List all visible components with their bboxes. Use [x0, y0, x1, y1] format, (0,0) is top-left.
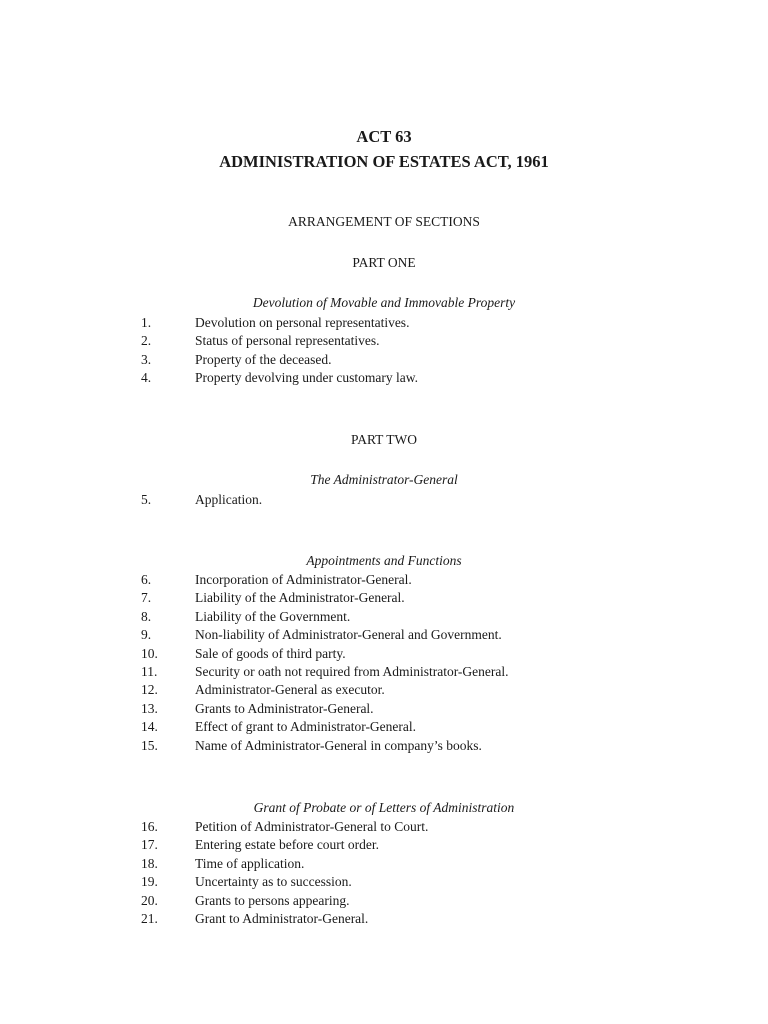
toc-row: [0, 718, 768, 736]
toc-row: [0, 314, 768, 332]
toc-row: [0, 608, 768, 626]
section-number: 13.: [141, 700, 158, 716]
section-number: 20.: [141, 892, 158, 908]
act-title: ADMINISTRATION OF ESTATES ACT, 1961: [219, 152, 549, 171]
section-number: 5.: [141, 492, 152, 507]
section-title: Administrator-General as executor.: [195, 682, 385, 698]
section-title: Security or oath not required from Administrator-General.: [195, 663, 509, 679]
section-number: 19.: [141, 874, 158, 890]
toc-row: [0, 571, 768, 589]
appointments-subheading: Appointments and Functions: [306, 553, 462, 568]
act-number: ACT 63: [356, 127, 412, 146]
section-title: Name of Administrator-General in company’s books.: [195, 737, 482, 753]
section-number: 17.: [141, 837, 158, 853]
section-number: 6.: [141, 572, 152, 587]
section-title: Uncertainty as to succession.: [195, 874, 352, 890]
toc-row: [0, 681, 768, 699]
toc-row: [0, 873, 768, 891]
toc-row: [0, 910, 768, 928]
section-title: Non-liability of Administrator-General and Government.: [195, 627, 502, 643]
section-number: 10.: [141, 645, 158, 661]
toc-row: [0, 589, 768, 607]
part-one-section-list: [0, 314, 768, 388]
section-number: 11.: [141, 663, 158, 679]
part-one-subheading: Devolution of Movable and Immovable Property: [252, 295, 516, 310]
section-number: 8.: [141, 608, 152, 624]
section-title: Devolution on personal representatives.: [195, 315, 410, 330]
section-title: Entering estate before court order.: [195, 837, 380, 853]
toc-row: [0, 332, 768, 350]
part-two-label: PART TWO: [350, 432, 418, 447]
toc-row: [0, 491, 768, 509]
grant-subheading: Grant of Probate or of Letters of Administration: [253, 800, 515, 815]
section-number: 14.: [141, 719, 158, 735]
appointments-section-list: [0, 571, 768, 755]
act-title-block: [0, 124, 768, 174]
toc-row: [0, 892, 768, 910]
section-title: Property devolving under customary law.: [195, 370, 418, 386]
toc-row: [0, 663, 768, 681]
section-title: Sale of goods of third party.: [195, 645, 346, 661]
part-one-label: PART ONE: [352, 255, 416, 270]
section-title: Liability of the Government.: [195, 608, 351, 624]
section-title: Effect of grant to Administrator-General.: [195, 719, 417, 735]
section-title: Grant to Administrator-General.: [195, 910, 369, 926]
toc-row: [0, 351, 768, 369]
section-number: 7.: [141, 590, 152, 606]
toc-row: [0, 700, 768, 718]
part-two-subheading: The Administrator-General: [310, 472, 458, 487]
section-number: 2.: [141, 333, 152, 349]
section-title: Grants to persons appearing.: [195, 892, 350, 908]
toc-row: [0, 626, 768, 644]
section-number: 18.: [141, 855, 158, 871]
section-number: 12.: [141, 682, 158, 698]
toc-row: [0, 369, 768, 387]
grant-section-list: [0, 818, 768, 928]
section-title: Application.: [195, 492, 263, 507]
section-title: Status of personal representatives.: [195, 333, 380, 349]
section-title: Grants to Administrator-General.: [195, 700, 374, 716]
section-number: 4.: [141, 370, 152, 386]
arrangement-heading: ARRANGEMENT OF SECTIONS: [288, 214, 480, 229]
section-title: Property of the deceased.: [195, 351, 332, 367]
toc-row: [0, 645, 768, 663]
section-number: 9.: [141, 627, 152, 643]
section-number: 16.: [141, 819, 158, 834]
section-number: 1.: [141, 315, 152, 330]
section-title: Liability of the Administrator-General.: [195, 590, 405, 606]
section-number: 21.: [141, 910, 158, 926]
section-number: 15.: [141, 737, 158, 753]
part-two-section-list: [0, 491, 768, 509]
section-title: Time of application.: [195, 855, 305, 871]
section-number: 3.: [141, 351, 152, 367]
section-title: Petition of Administrator-General to Court.: [195, 819, 429, 834]
toc-row: [0, 818, 768, 836]
section-title: Incorporation of Administrator-General.: [195, 572, 412, 587]
toc-row: [0, 855, 768, 873]
toc-row: [0, 737, 768, 755]
toc-row: [0, 836, 768, 854]
